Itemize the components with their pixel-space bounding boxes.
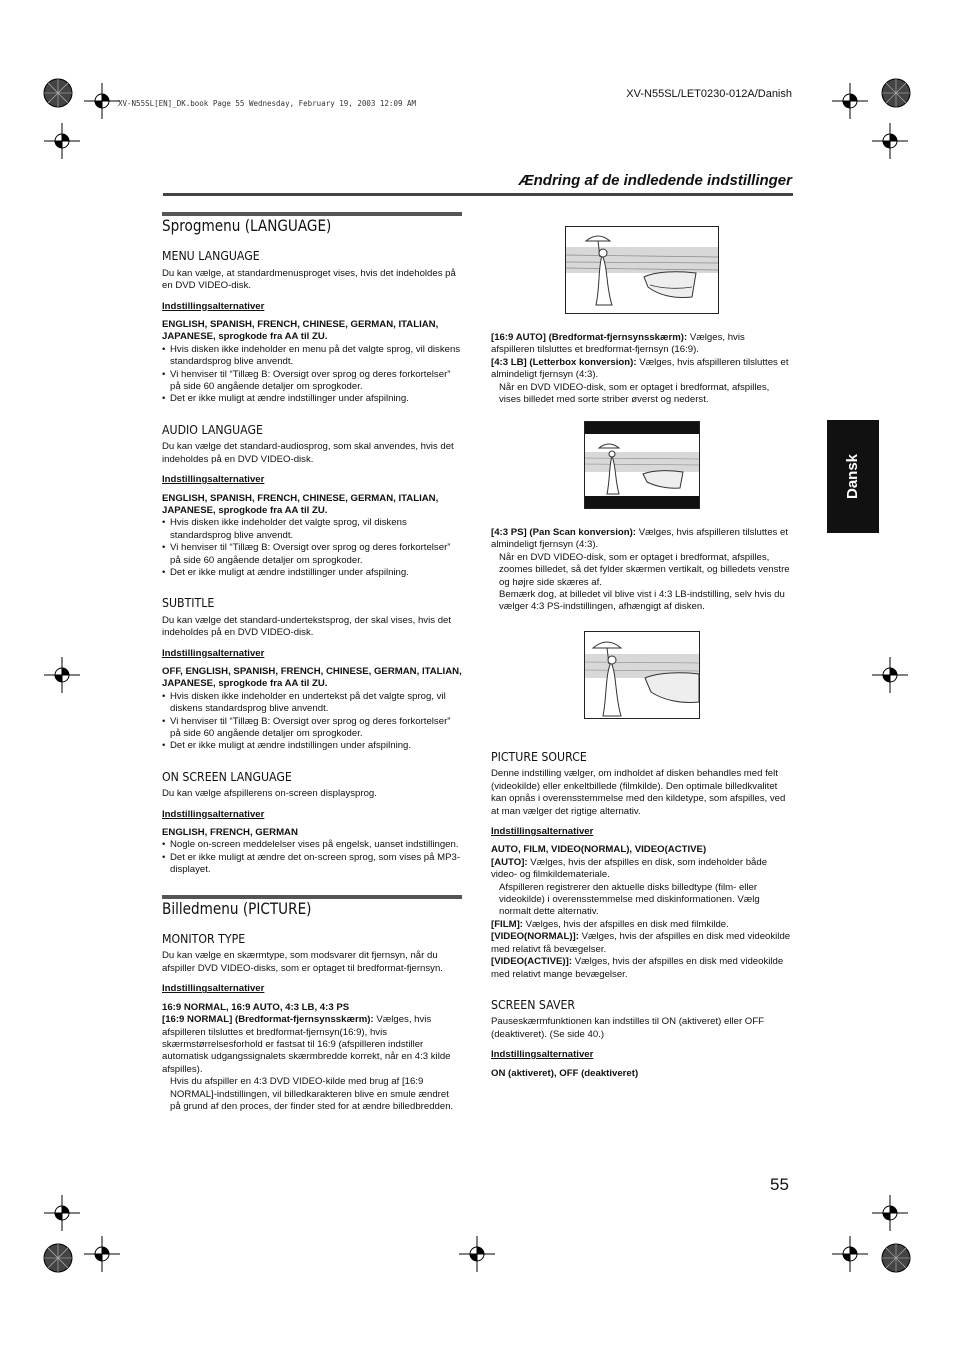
heading-on-screen-language: ON SCREEN LANGUAGE xyxy=(162,768,292,784)
options-heading: Indstillingsalternativer xyxy=(162,983,265,995)
option-text: Vælges, hvis afspilleren tilsluttes et almindeligt fjernsyn (4:3). xyxy=(491,356,789,381)
right-column-bottom xyxy=(491,751,791,1080)
option-label: [4:3 LB] (Letterbox konversion): xyxy=(491,356,637,368)
registration-mark xyxy=(872,1195,908,1231)
side-tab-label: Dansk xyxy=(844,453,862,500)
heading-screen-saver: SCREEN SAVER xyxy=(491,996,576,1012)
section-title-picture: Billedmenu (PICTURE) xyxy=(162,898,312,918)
options-list: AUTO, FILM, VIDEO(NORMAL), VIDEO(ACTIVE) xyxy=(491,844,707,856)
picture-source-intro: Denne indstilling vælger, om indholdet af disken behandles med felt (videokilde) eller enkeltbillede (filmkilde). Den optimale billedkvalitet kan opnås i overensstemmelse med den kildetype, som afspilles, ved at man vælger det rigtige alternativ. xyxy=(491,768,786,817)
list-item: • Hvis disken ikke indeholder det valgte sprog, vil diskens standardsprog blive anvendt. xyxy=(162,517,462,542)
heading-subtitle: SUBTITLE xyxy=(162,595,215,611)
options-list: ON (aktiveret), OFF (deaktiveret) xyxy=(491,1067,639,1079)
options-heading: Indstillingsalternativer xyxy=(491,826,594,838)
header-rule xyxy=(163,193,793,196)
registration-mark xyxy=(84,1236,120,1272)
registration-mark xyxy=(832,1236,868,1272)
list-item: • Det er ikke muligt at ændre indstillinger under afspilning. xyxy=(162,393,462,405)
options-list: OFF, ENGLISH, SPANISH, FRENCH, CHINESE, GERMAN, ITALIAN, JAPANESE, sprogkode fra AA til ZU. xyxy=(162,665,462,690)
registration-mark xyxy=(459,1236,495,1272)
heading-audio-language: AUDIO LANGUAGE xyxy=(162,421,263,437)
screen-saver-intro: Pauseskærmfunktionen kan indstilles til ON (aktiveret) eller OFF (deaktiveret). (Se side 40.) xyxy=(491,1016,764,1040)
option-label: [4:3 PS] (Pan Scan konversion): xyxy=(491,527,637,538)
registration-mark xyxy=(84,83,120,119)
option-text: Vælges, hvis der afspilles en disk med videokilde med relativt få bevægelser. xyxy=(491,931,791,955)
list-item: • Det er ikke muligt at ændre indstillinger under afspilning. xyxy=(162,567,462,579)
heading-monitor-type: MONITOR TYPE xyxy=(162,931,246,947)
options-heading: Indstillingsalternativer xyxy=(162,474,265,486)
options-list: ENGLISH, SPANISH, FRENCH, CHINESE, GERMAN, ITALIAN, JAPANESE, sprogkode fra AA til ZU. xyxy=(162,319,439,343)
widescreen-illustration xyxy=(565,226,719,314)
right-column-ps xyxy=(491,527,791,614)
pan-scan-illustration xyxy=(584,631,700,719)
option-label: [FILM]: xyxy=(491,918,523,930)
page-number: 55 xyxy=(770,1175,789,1194)
options-list: ENGLISH, SPANISH, FRENCH, CHINESE, GERMAN, ITALIAN, JAPANESE, sprogkode fra AA til ZU. xyxy=(162,492,439,516)
option-text: Når en DVD VIDEO-disk, som er optaget i bredformat, afspilles, zoomes billedet, så det fylder skærmen vertikalt, og billedets venstre og højre side skæres af. xyxy=(499,551,790,588)
options-heading: Indstillingsalternativer xyxy=(162,300,265,312)
registration-mark xyxy=(872,123,908,159)
menu-language-intro: Du kan vælge, at standardmenusproget vises, hvis det indeholdes på en DVD VIDEO-disk. xyxy=(162,267,456,292)
option-text: Vælges, hvis der afspilles en disk med videokilde med relativt mange bevægelser. xyxy=(491,956,784,980)
audio-language-intro: Du kan vælge det standard-audiosprog, som skal anvendes, hvis det indeholdes på en DVD VIDEO-disk. xyxy=(162,441,454,465)
registration-mark xyxy=(832,83,868,119)
monitor-type-intro: Du kan vælge en skærmtype, som modsvarer dit fjernsyn, når du afspiller DVD VIDEO-disks, som er optaget til bredformat-fjernsyn. xyxy=(162,950,443,974)
option-text: Vælges, hvis afspilleren tilsluttes et bredformat-fjernsyn (16:9). xyxy=(491,332,745,356)
registration-mark xyxy=(44,1195,80,1231)
list-item: • Hvis disken ikke indeholder en undertekst på det valgte sprog, vil diskens standardsprog blive anvendt. xyxy=(162,691,462,716)
left-column xyxy=(162,212,462,1113)
option-label: [16:9 AUTO] (Bredformat-fjernsynsskærm): xyxy=(491,332,688,343)
option-text: Når en DVD VIDEO-disk, som er optaget i bredformat, afspilles, vises billedet med sorte striber øverst og nederst. xyxy=(499,381,770,406)
color-wheel-mark xyxy=(878,75,914,111)
option-label: [16:9 NORMAL] (Bredformat-fjernsynsskærm): xyxy=(162,1014,374,1026)
options-heading: Indstillingsalternativer xyxy=(491,1049,594,1061)
list-item: • Vi henviser til “Tillæg B: Oversigt over sprog og deres forkortelser” på side 60 angående detaljer om sprogkoder. xyxy=(162,716,462,741)
options-list: 16:9 NORMAL, 16:9 AUTO, 4:3 LB, 4:3 PS xyxy=(162,1001,350,1013)
option-text: Bemærk dog, at billedet vil blive vist i 4:3 LB-indstilling, selv hvis du vælger 4:3 PS-indstillingen, afhængigt af disken. xyxy=(499,589,785,613)
section-title-language: Sprogmenu (LANGUAGE) xyxy=(162,216,332,235)
options-list: ENGLISH, FRENCH, GERMAN xyxy=(162,827,298,839)
list-item: • Vi henviser til “Tillæg B: Oversigt over sprog og deres forkortelser” på side 60 angående detaljer om sprogkoder. xyxy=(162,542,462,567)
registration-mark xyxy=(872,657,908,693)
registration-mark xyxy=(44,123,80,159)
doc-code: XV-N55SL/LET0230-012A/Danish xyxy=(626,88,792,100)
on-screen-language-intro: Du kan vælge afspillerens on-screen displaysprog. xyxy=(162,788,377,800)
list-item: • Det er ikke muligt at ændre indstillingen under afspilning. xyxy=(162,740,462,752)
heading-menu-language: MENU LANGUAGE xyxy=(162,248,260,264)
options-heading: Indstillingsalternativer xyxy=(162,647,265,659)
options-heading: Indstillingsalternativer xyxy=(162,808,265,820)
option-text: Vælges, hvis der afspilles en disk, som indeholder både video- og filmkildemateriale. xyxy=(491,856,768,881)
option-text: Afspilleren registrerer den aktuelle disks billedtype (film- eller videokilde) i overensstemmelse med diskinformationen. Vælg normalt dette alternativ. xyxy=(499,881,760,918)
subtitle-intro: Du kan vælge det standard-undertekstsprog, der skal vises, hvis det indeholdes på en DVD VIDEO-disk. xyxy=(162,614,452,639)
heading-picture-source: PICTURE SOURCE xyxy=(491,749,587,764)
chapter-title: Ændring af de indledende indstillinger xyxy=(518,172,792,189)
color-wheel-mark xyxy=(878,1240,914,1276)
list-item: • Vi henviser til “Tillæg B: Oversigt over sprog og deres forkortelser” på side 60 angående detaljer om sprogkoder. xyxy=(162,369,462,394)
color-wheel-mark xyxy=(40,1240,76,1276)
color-wheel-mark xyxy=(40,75,76,111)
letterbox-illustration xyxy=(584,421,700,509)
list-item: • Nogle on-screen meddelelser vises på engelsk, uanset indstillingen. xyxy=(162,839,462,851)
option-text: Hvis du afspiller en 4:3 DVD VIDEO-kilde med brug af [16:9 NORMAL]-indstillingen, vil billedkarakteren blive en smule ændret på grund af den proces, der finder sted for at ændre billedbredden. xyxy=(170,1076,454,1112)
book-line: XV-N55SL[EN]_DK.book Page 55 Wednesday, February 19, 2003 12:09 AM xyxy=(118,99,417,108)
option-label: [VIDEO(NORMAL)]: xyxy=(491,931,579,943)
option-text: Vælges, hvis der afspilles en disk med filmkilde. xyxy=(525,918,729,930)
right-column-top xyxy=(491,332,791,406)
option-text: Vælges, hvis afspilleren tilsluttes et almindeligt fjernsyn (4:3). xyxy=(491,527,788,551)
option-label: [VIDEO(ACTIVE)]: xyxy=(491,956,573,968)
option-text: Vælges, hvis afspilleren tilsluttes et bredformat-fjernsyn(16:9), hvis skærmstørrelsesforhold er fastsat til 16:9 (afspilleren indstiller automatisk udgangssignalets skærmbredde korrekt, når en 4:3 kilde afspilles). xyxy=(162,1014,451,1075)
registration-mark xyxy=(44,657,80,693)
list-item: • Det er ikke muligt at ændre det on-screen sprog, som vises på MP3-displayet. xyxy=(162,852,462,877)
list-item: • Hvis disken ikke indeholder en menu på det valgte sprog, vil diskens standardsprog blive anvendt. xyxy=(162,344,462,369)
option-label: [AUTO]: xyxy=(491,856,528,868)
